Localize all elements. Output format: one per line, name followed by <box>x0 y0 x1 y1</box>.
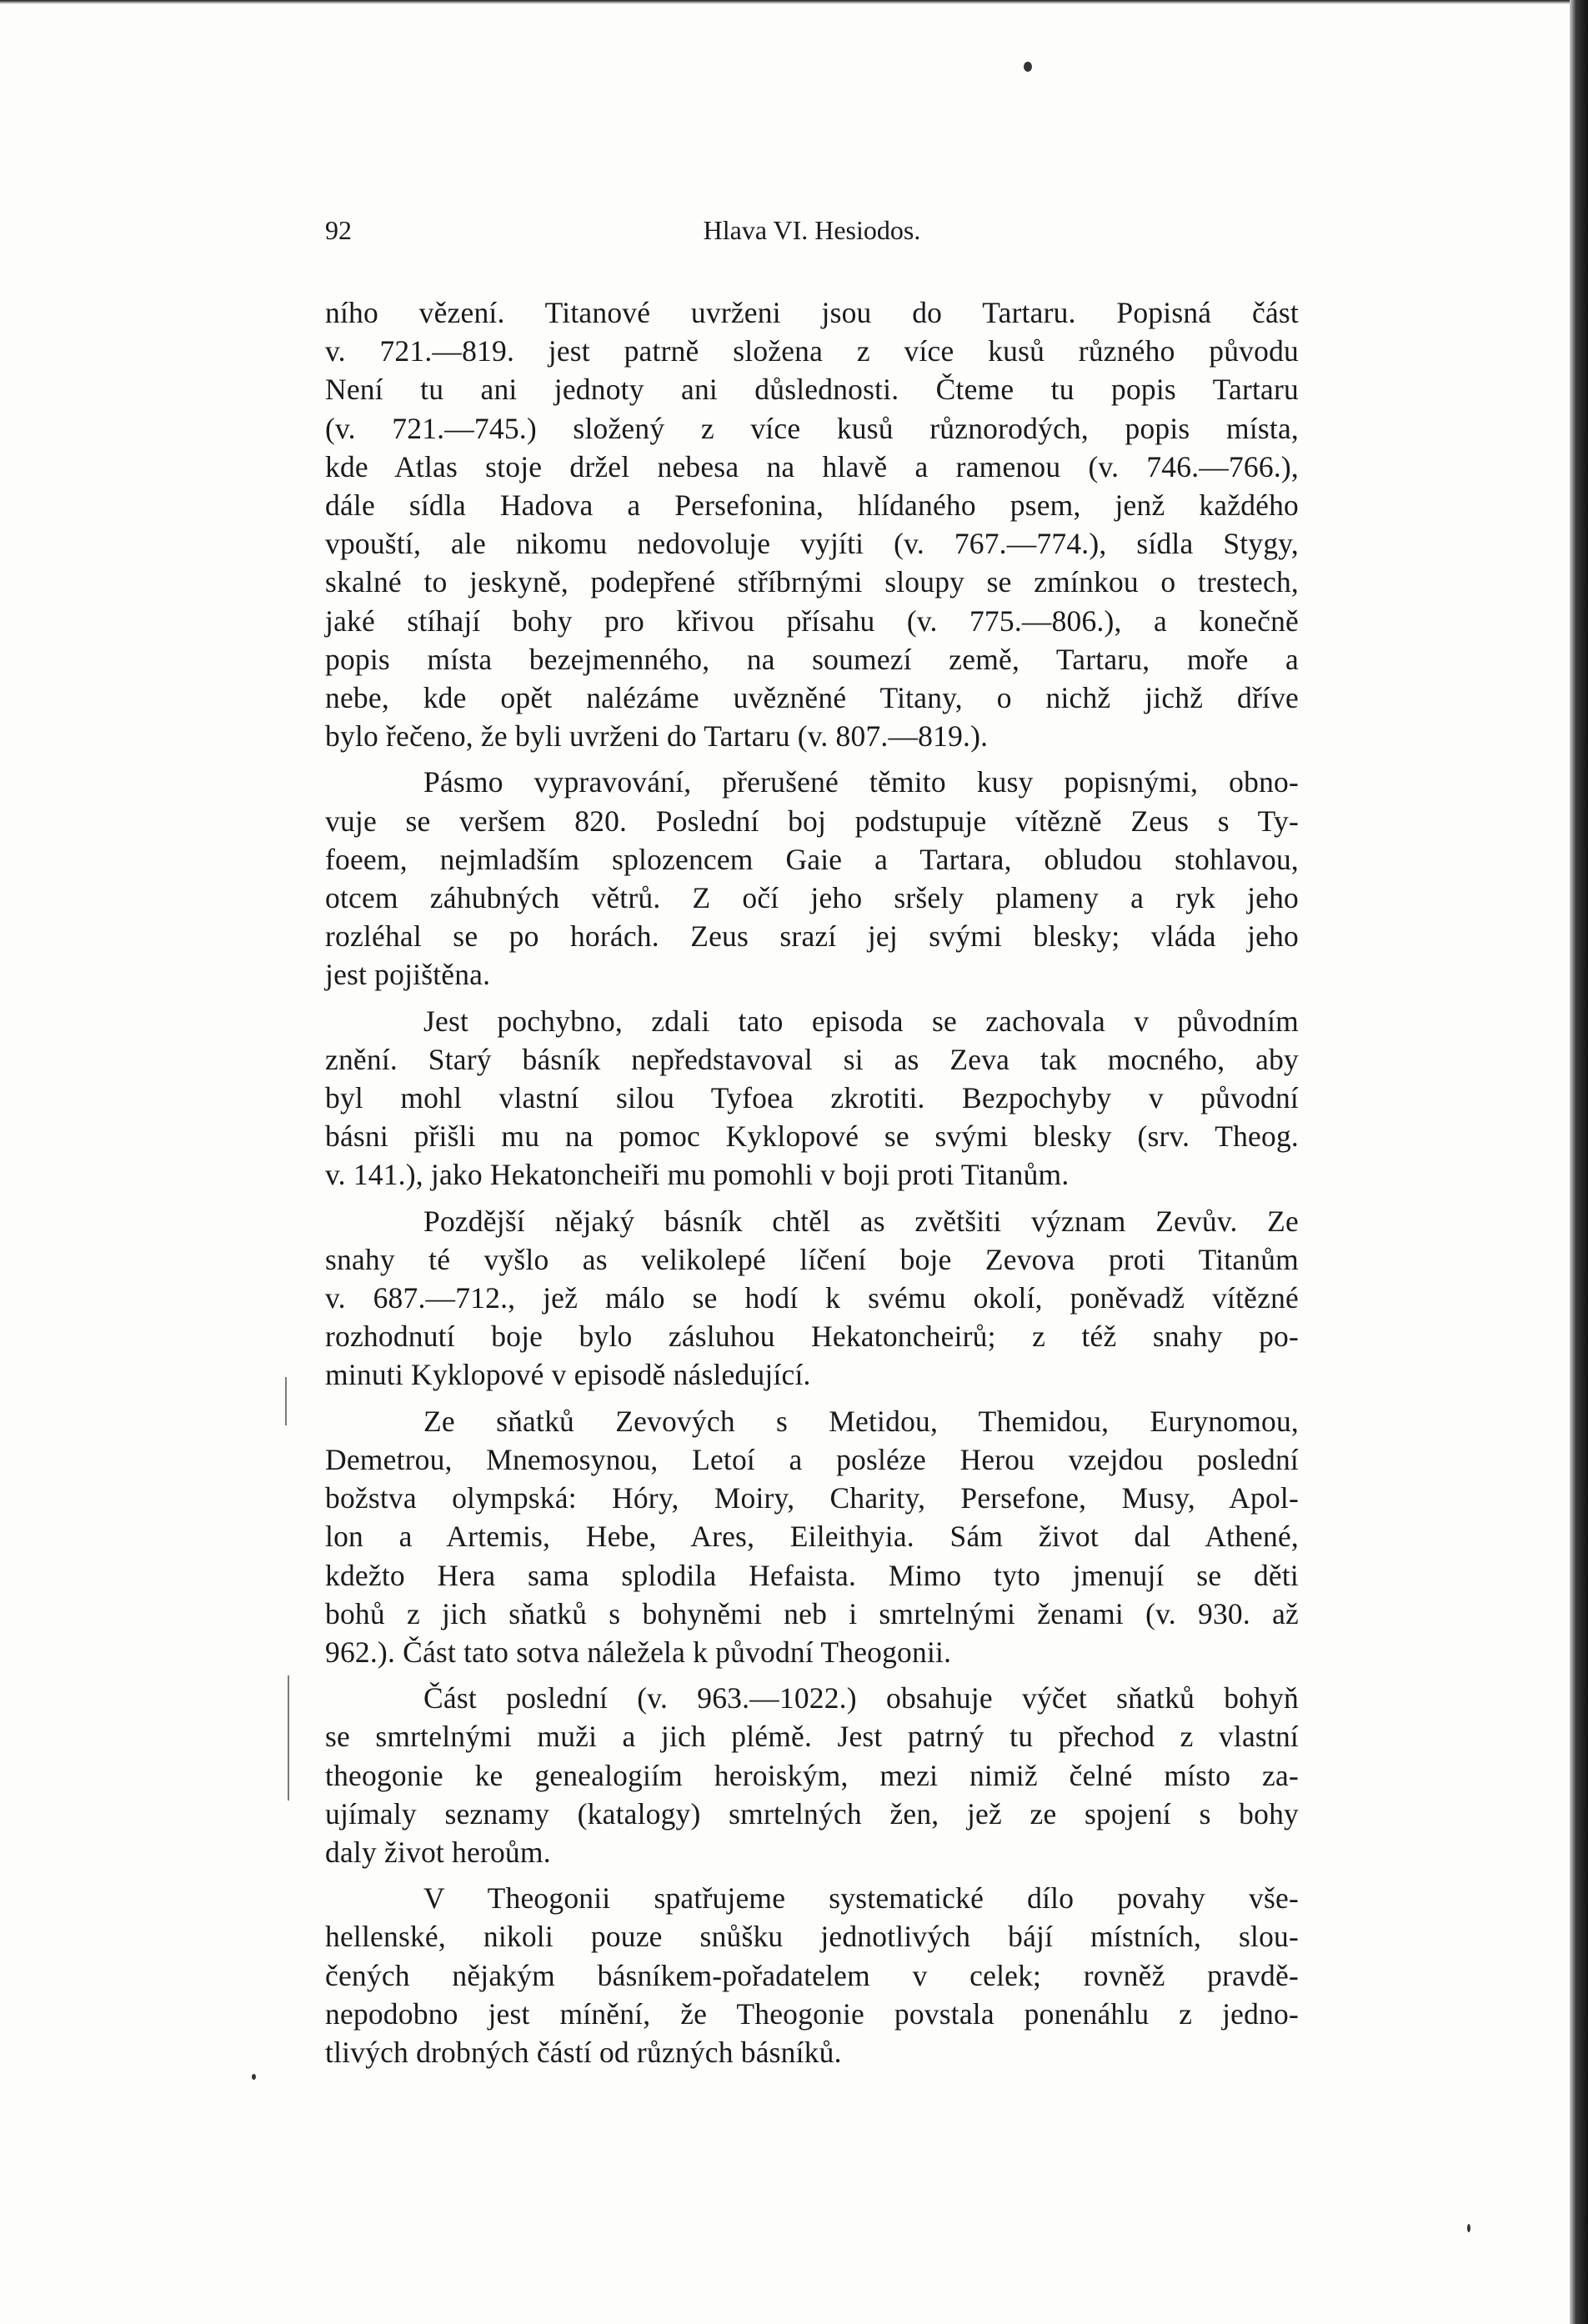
text-line: Část poslední (v. 963.—1022.) obsahuje výčet sňatků bohyň <box>423 1681 1299 1715</box>
text-line: Není tu ani jednoty ani důslednosti. Čteme tu popis Tartaru <box>325 373 1299 407</box>
text-line: nebe, kde opět nalézáme uvězněné Titany, o nichž jichž dříve <box>325 681 1299 715</box>
text-line: nepodobno jest mínění, že Theogonie povstala ponenáhlu z jedno- <box>325 1996 1299 2031</box>
text-line: popis místa bezejmenného, na soumezí země, Tartaru, moře a <box>325 642 1299 676</box>
text-line: Pásmo vypravování, přerušené těmito kusy popisnými, obno- <box>423 765 1299 799</box>
text-line: skalné to jeskyně, podepřené stříbrnými sloupy se zmínkou o trestech, <box>325 565 1299 599</box>
text-line: kdežto Hera sama splodila Hefaista. Mimo tyto jmenují se děti <box>325 1558 1299 1592</box>
text-line: V Theogonii spatřujeme systematické dílo povahy vše- <box>423 1881 1299 1916</box>
text-line: foeem, nejmladším splozencem Gaie a Tartara, obludou stohlavou, <box>325 842 1299 876</box>
text-line: znění. Starý básník nepředstavoval si as Zeva tak mocného, aby <box>325 1042 1299 1076</box>
text-line: kde Atlas stoje držel nebesa na hlavě a ramenou (v. 746.—766.), <box>325 449 1299 483</box>
scan-right-edge <box>1570 0 1588 2324</box>
body-text <box>325 293 1299 2079</box>
page-header <box>325 215 1299 248</box>
text-line: lon a Artemis, Hebe, Ares, Eileithyia. Sám život dal Athené, <box>325 1520 1299 1554</box>
text-line: Pozdější nějaký básník chtěl as zvětšiti význam Zevův. Ze <box>423 1204 1299 1238</box>
scan-top-edge <box>0 0 1588 4</box>
text-line: snahy té vyšlo as velikolepé líčení boje Zevova proti Titanům <box>325 1242 1299 1276</box>
text-line: čených nějakým básníkem-pořadatelem v celek; rovněž pravdě- <box>325 1958 1299 1992</box>
text-line: hellenské, nikoli pouze snůšku jednotlivých bájí místních, slou- <box>325 1920 1299 1954</box>
text-line: ujímaly seznamy (katalogy) smrtelných žen, jež ze spojení s bohy <box>325 1796 1299 1831</box>
text-line: rozhodnutí boje bylo zásluhou Hekatoncheirů; z též snahy po- <box>325 1320 1299 1354</box>
text-line: minuti Kyklopové v episodě následující. <box>325 1358 811 1392</box>
text-line: bylo řečeno, že byli uvrženi do Tartaru (v. 807.—819.). <box>325 719 989 754</box>
paragraph <box>325 1402 1299 1671</box>
paragraph <box>325 1002 1299 1195</box>
paragraph <box>325 1679 1299 1871</box>
paragraph <box>325 293 1299 755</box>
margin-mark <box>285 1377 287 1425</box>
text-line: básni přišli mu na pomoc Kyklopové se svými blesky (srv. Theog. <box>325 1119 1299 1154</box>
speck <box>1024 62 1032 72</box>
paragraph <box>325 763 1299 994</box>
text-line: theogonie ke genealogiím heroiským, mezi nimiž čelné místo za- <box>325 1758 1299 1792</box>
text-line: tlivých drobných částí od různých básníků. <box>325 2035 842 2069</box>
text-line: Jest pochybno, zdali tato episoda se zachovala v původním <box>423 1004 1299 1038</box>
text-line: rozléhal se po horách. Zeus srazí jej svými blesky; vláda jeho <box>325 919 1299 954</box>
paragraph <box>325 1202 1299 1395</box>
margin-mark <box>288 1675 289 1801</box>
text-line: božstva olympská: Hóry, Moiry, Charity, Persefone, Musy, Apol- <box>325 1481 1299 1515</box>
text-line: byl mohl vlastní silou Tyfoea zkrotiti. Bezpochyby v původní <box>325 1081 1299 1115</box>
text-line: Ze sňatků Zevových s Metidou, Themidou, Eurynomou, <box>423 1404 1299 1438</box>
text-line: jaké stíhají bohy pro křivou přísahu (v. 775.—806.), a konečně <box>325 604 1299 638</box>
text-line: jest pojištěna. <box>325 958 491 992</box>
text-line: dále sídla Hadova a Persefonina, hlídaného psem, jenž každého <box>325 488 1299 523</box>
text-line: v. 721.—819. jest patrně složena z více kusů různého původu <box>325 334 1299 368</box>
text-line: vuje se veršem 820. Poslední boj podstupuje vítězně Zeus s Ty- <box>325 804 1299 838</box>
page-number: 92 <box>325 215 352 245</box>
speck <box>252 2074 256 2080</box>
paragraph <box>325 1879 1299 2071</box>
text-line: daly život heroům. <box>325 1835 551 1869</box>
speck <box>1467 2224 1470 2232</box>
text-line: v. 141.), jako Hekatoncheiři mu pomohli v boji proti Titanům. <box>325 1158 1070 1192</box>
text-line: bohů z jich sňatků s bohyněmi neb i smrtelnými ženami (v. 930. až <box>325 1596 1299 1630</box>
text-line: (v. 721.—745.) složený z více kusů různorodých, popis místa, <box>325 411 1299 445</box>
running-title: Hlava VI. Hesiodos. <box>703 215 921 245</box>
text-line: otcem záhubných větrů. Z očí jeho sršely plameny a ryk jeho <box>325 881 1299 915</box>
text-line: se smrtelnými muži a jich plémě. Jest patrný tu přechod z vlastní <box>325 1720 1299 1754</box>
text-line: vpouští, ale nikomu nedovoluje vyjíti (v. 767.—774.), sídla Stygy, <box>325 527 1299 561</box>
text-line: Demetrou, Mnemosynou, Letoí a posléze Herou vzejdou poslední <box>325 1442 1299 1476</box>
text-line: 962.). Část tato sotva náležela k původní Theogonii. <box>325 1635 952 1669</box>
text-line: ního vězení. Titanové uvrženi jsou do Tartaru. Popisná část <box>325 296 1299 329</box>
text-line: v. 687.—712., jež málo se hodí k svému okolí, poněvadž vítězné <box>325 1281 1299 1315</box>
